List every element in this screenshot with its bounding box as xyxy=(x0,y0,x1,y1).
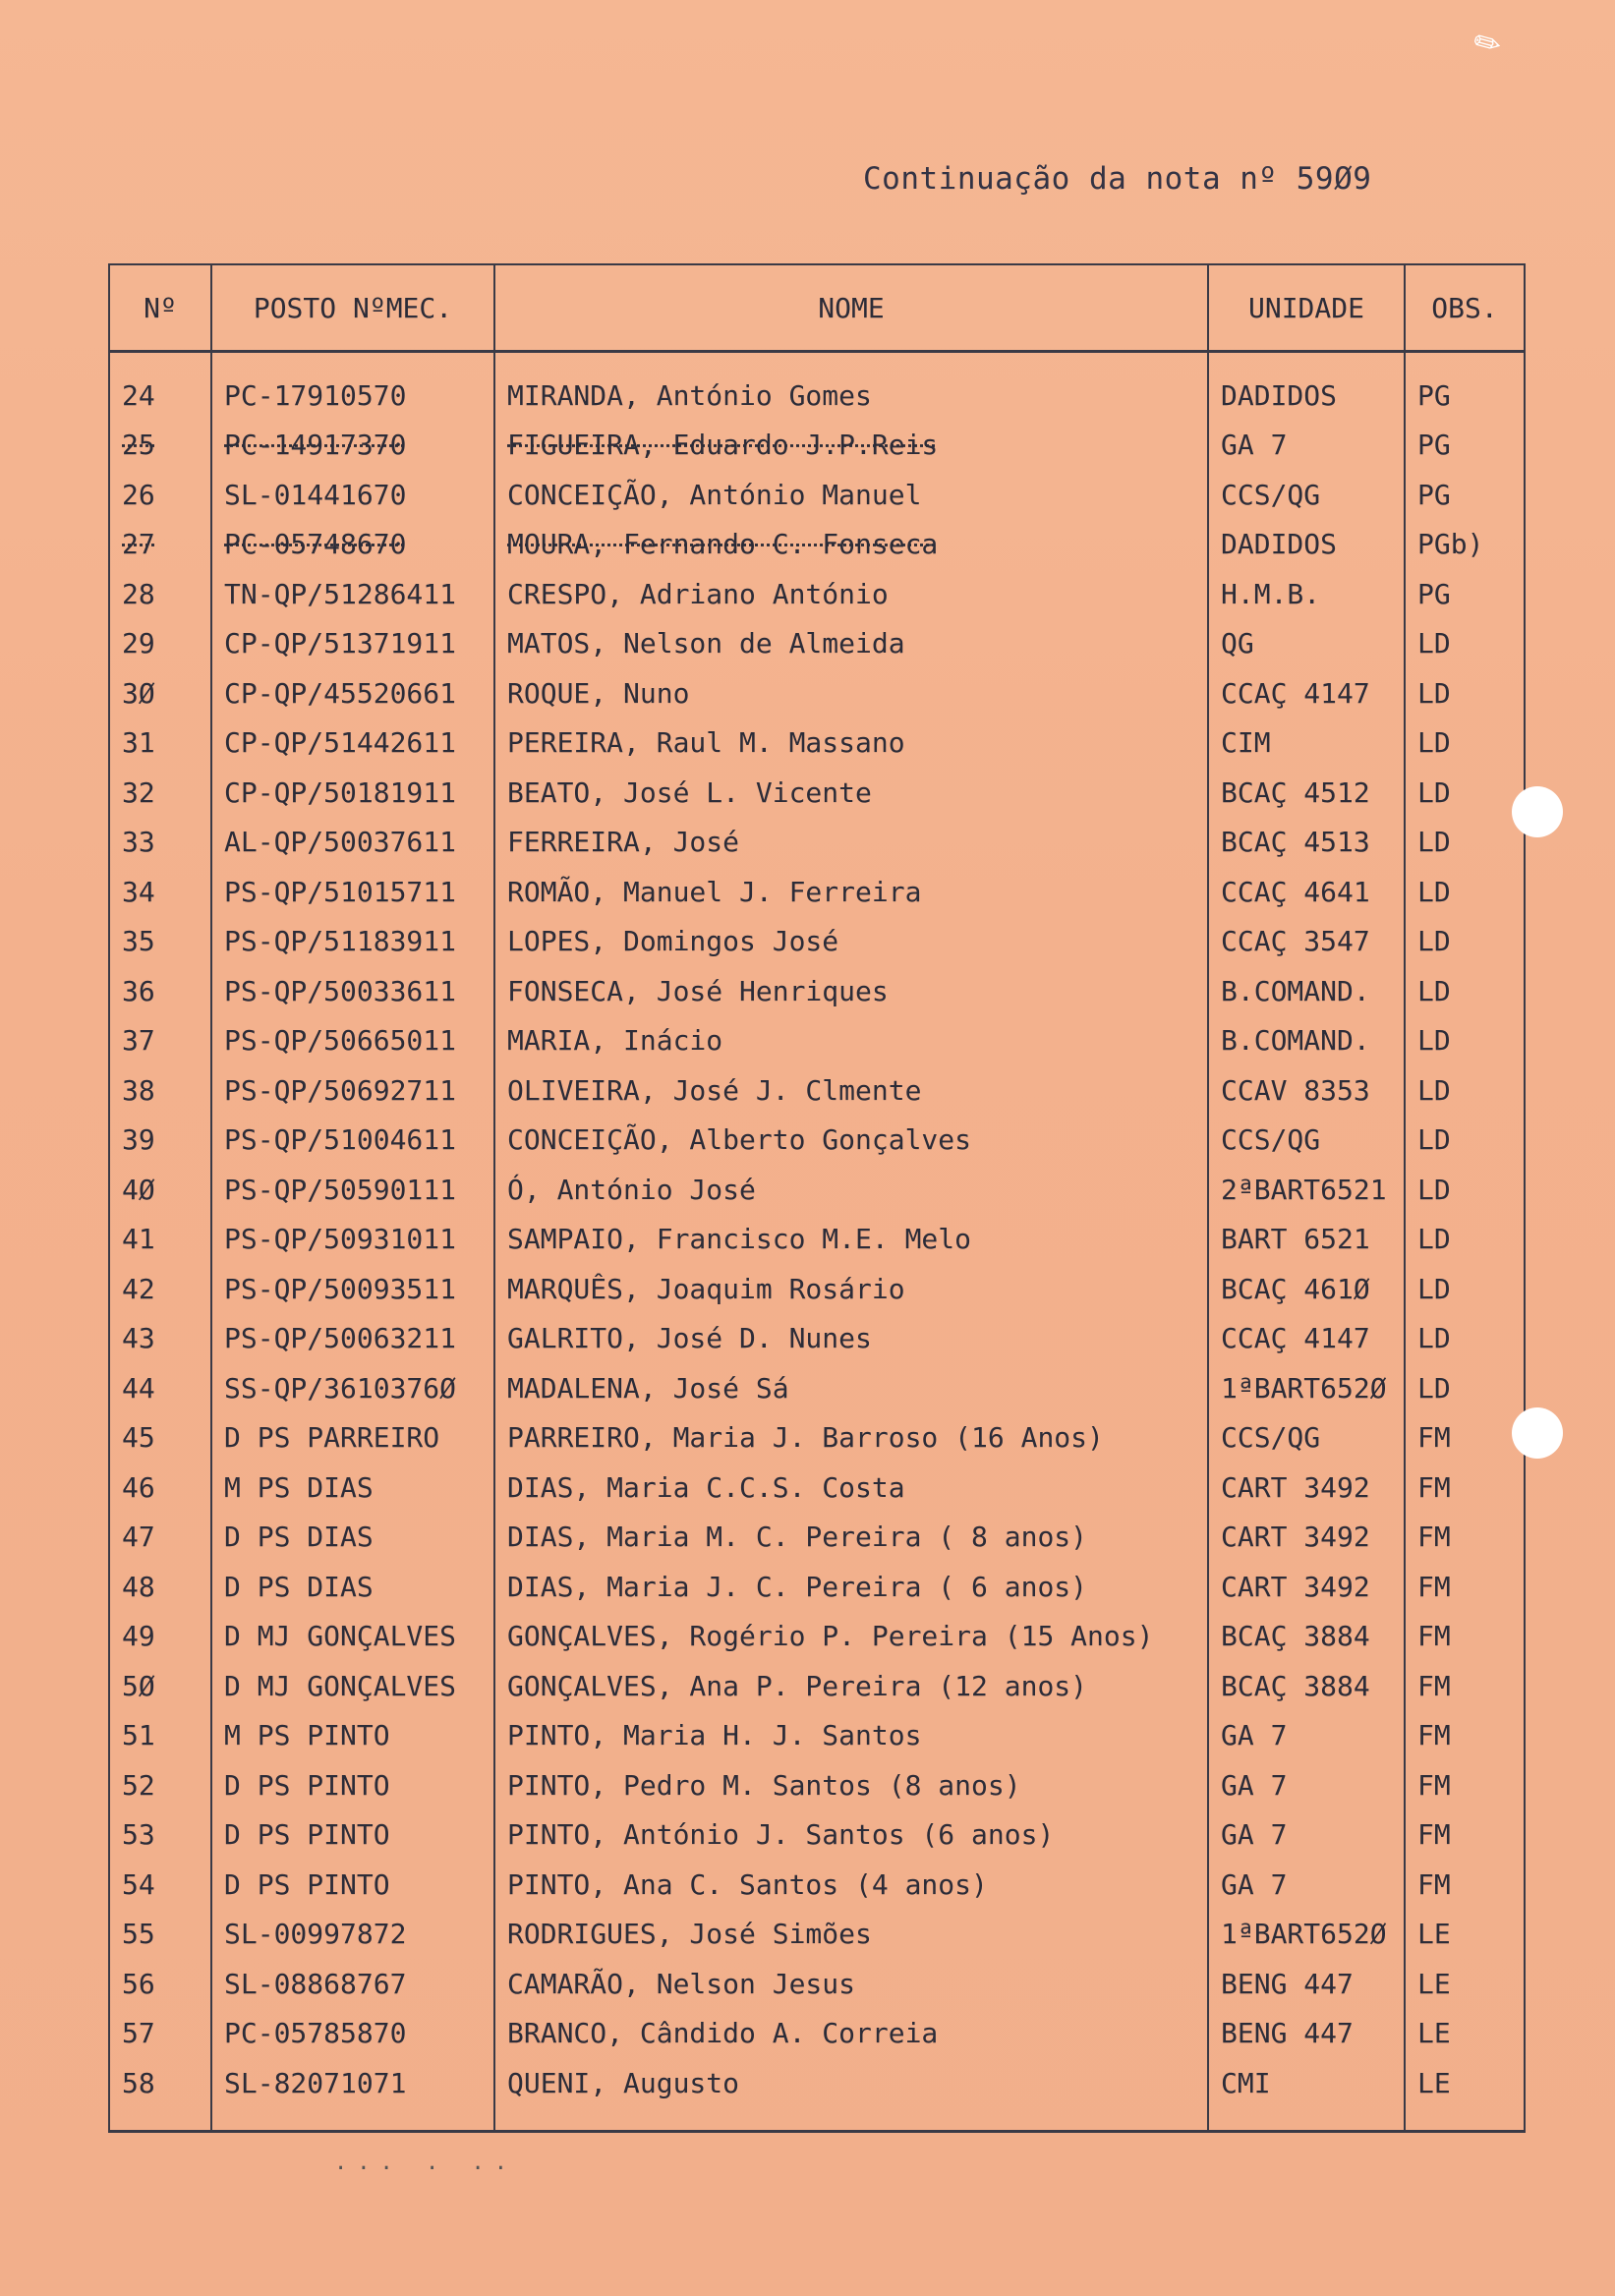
row-nome: MOURA, Fernando C. Fonseca xyxy=(494,520,1208,570)
corner-pen-mark: ✎ xyxy=(1465,17,1508,68)
row-number: 47 xyxy=(109,1513,211,1563)
row-nome: SAMPAIO, Francisco M.E. Melo xyxy=(494,1215,1208,1265)
row-posto: D PS DIAS xyxy=(211,1513,494,1563)
row-nome: MARQUÊS, Joaquim Rosário xyxy=(494,1264,1208,1314)
row-nome: OLIVEIRA, José J. Clmente xyxy=(494,1065,1208,1116)
row-posto: CP-QP/51442611 xyxy=(211,718,494,769)
table-body xyxy=(109,352,1525,2132)
row-nome: MIRANDA, António Gomes xyxy=(494,352,1208,421)
table-row xyxy=(109,1760,1525,1810)
row-obs: FM xyxy=(1405,1413,1525,1464)
row-obs: LD xyxy=(1405,966,1525,1016)
row-unidade: CCAÇ 4641 xyxy=(1208,867,1405,917)
row-posto: D PS PINTO xyxy=(211,1860,494,1910)
row-obs: LE xyxy=(1405,2009,1525,2059)
table-row xyxy=(109,1116,1525,1166)
row-number: 4Ø xyxy=(109,1165,211,1215)
table-row xyxy=(109,1413,1525,1464)
row-posto: PC-05785870 xyxy=(211,2009,494,2059)
punch-hole xyxy=(1512,786,1563,837)
table-row xyxy=(109,1910,1525,1960)
row-unidade: CCS/QG xyxy=(1208,1413,1405,1464)
row-obs: FM xyxy=(1405,1562,1525,1612)
row-unidade: 1ªBART652Ø xyxy=(1208,1363,1405,1413)
row-number: 44 xyxy=(109,1363,211,1413)
row-posto: PS-QP/50093511 xyxy=(211,1264,494,1314)
row-number: 52 xyxy=(109,1760,211,1810)
row-obs: LD xyxy=(1405,1116,1525,1166)
row-unidade: GA 7 xyxy=(1208,1760,1405,1810)
row-obs: LD xyxy=(1405,867,1525,917)
row-obs: FM xyxy=(1405,1711,1525,1761)
row-number: 37 xyxy=(109,1016,211,1066)
row-number: 33 xyxy=(109,818,211,868)
table-row xyxy=(109,1562,1525,1612)
table-row xyxy=(109,867,1525,917)
table-row xyxy=(109,421,1525,471)
row-unidade: CIM xyxy=(1208,718,1405,769)
row-number: 58 xyxy=(109,2058,211,2131)
row-unidade: CMI xyxy=(1208,2058,1405,2131)
table-row xyxy=(109,917,1525,967)
row-unidade: CCAÇ 4147 xyxy=(1208,668,1405,718)
row-nome: ROMÃO, Manuel J. Ferreira xyxy=(494,867,1208,917)
row-posto: D PS PARREIRO xyxy=(211,1413,494,1464)
row-number: 38 xyxy=(109,1065,211,1116)
table-row xyxy=(109,1463,1525,1513)
row-nome: FIGUEIRA, Eduardo J.P.Reis xyxy=(494,421,1208,471)
row-posto: D PS DIAS xyxy=(211,1562,494,1612)
row-obs: PG xyxy=(1405,470,1525,520)
column-header-num: Nº xyxy=(109,264,211,352)
table-row xyxy=(109,520,1525,570)
row-obs: LE xyxy=(1405,1959,1525,2009)
row-unidade: CCS/QG xyxy=(1208,1116,1405,1166)
row-posto: SL-08868767 xyxy=(211,1959,494,2009)
row-obs: LD xyxy=(1405,668,1525,718)
row-unidade: BCAÇ 3884 xyxy=(1208,1612,1405,1662)
row-nome: BEATO, José L. Vicente xyxy=(494,768,1208,818)
row-posto: PS-QP/50665011 xyxy=(211,1016,494,1066)
row-posto: PS-QP/50692711 xyxy=(211,1065,494,1116)
row-obs: LD xyxy=(1405,917,1525,967)
row-unidade: CART 3492 xyxy=(1208,1513,1405,1563)
row-unidade: DADIDOS xyxy=(1208,352,1405,421)
row-unidade: 2ªBART6521 xyxy=(1208,1165,1405,1215)
row-number: 53 xyxy=(109,1810,211,1861)
table-row xyxy=(109,2009,1525,2059)
row-unidade: GA 7 xyxy=(1208,1860,1405,1910)
table-header-row xyxy=(109,264,1525,352)
row-posto: D MJ GONÇALVES xyxy=(211,1612,494,1662)
row-posto: PS-QP/50033611 xyxy=(211,966,494,1016)
row-obs: PGb) xyxy=(1405,520,1525,570)
row-posto: PS-QP/50931011 xyxy=(211,1215,494,1265)
row-posto: CP-QP/50181911 xyxy=(211,768,494,818)
row-obs: FM xyxy=(1405,1661,1525,1711)
row-unidade: BCAÇ 4513 xyxy=(1208,818,1405,868)
row-posto: D PS PINTO xyxy=(211,1760,494,1810)
row-number: 36 xyxy=(109,966,211,1016)
row-number: 39 xyxy=(109,1116,211,1166)
row-unidade: BCAÇ 4512 xyxy=(1208,768,1405,818)
row-nome: GONÇALVES, Ana P. Pereira (12 anos) xyxy=(494,1661,1208,1711)
row-number: 25 xyxy=(109,421,211,471)
row-posto: D MJ GONÇALVES xyxy=(211,1661,494,1711)
row-posto: CP-QP/51371911 xyxy=(211,619,494,669)
row-number: 27 xyxy=(109,520,211,570)
table-row xyxy=(109,1363,1525,1413)
punch-hole xyxy=(1512,1407,1563,1459)
row-number: 48 xyxy=(109,1562,211,1612)
table-row xyxy=(109,1165,1525,1215)
row-posto: PS-QP/51183911 xyxy=(211,917,494,967)
column-header-nome: NOME xyxy=(494,264,1208,352)
row-posto: M PS PINTO xyxy=(211,1711,494,1761)
row-number: 54 xyxy=(109,1860,211,1910)
row-obs: LD xyxy=(1405,818,1525,868)
row-unidade: BENG 447 xyxy=(1208,2009,1405,2059)
row-obs: FM xyxy=(1405,1463,1525,1513)
row-unidade: H.M.B. xyxy=(1208,569,1405,619)
row-obs: FM xyxy=(1405,1860,1525,1910)
row-posto: TN-QP/51286411 xyxy=(211,569,494,619)
row-nome: PEREIRA, Raul M. Massano xyxy=(494,718,1208,769)
table-row xyxy=(109,768,1525,818)
column-header-unidade: UNIDADE xyxy=(1208,264,1405,352)
row-posto: PC-05748670 xyxy=(211,520,494,570)
row-unidade: DADIDOS xyxy=(1208,520,1405,570)
column-header-obs: OBS. xyxy=(1405,264,1525,352)
row-number: 49 xyxy=(109,1612,211,1662)
row-obs: FM xyxy=(1405,1612,1525,1662)
row-posto: AL-QP/50037611 xyxy=(211,818,494,868)
row-nome: LOPES, Domingos José xyxy=(494,917,1208,967)
row-nome: CAMARÃO, Nelson Jesus xyxy=(494,1959,1208,2009)
row-obs: LD xyxy=(1405,1165,1525,1215)
row-unidade: CCS/QG xyxy=(1208,470,1405,520)
table-row xyxy=(109,1612,1525,1662)
row-nome: MADALENA, José Sá xyxy=(494,1363,1208,1413)
row-number: 5Ø xyxy=(109,1661,211,1711)
table-row xyxy=(109,1860,1525,1910)
row-nome: FERREIRA, José xyxy=(494,818,1208,868)
row-posto: SL-00997872 xyxy=(211,1910,494,1960)
row-nome: PARREIRO, Maria J. Barroso (16 Anos) xyxy=(494,1413,1208,1464)
table-row xyxy=(109,1264,1525,1314)
table-row xyxy=(109,668,1525,718)
row-nome: MATOS, Nelson de Almeida xyxy=(494,619,1208,669)
row-unidade: B.COMAND. xyxy=(1208,1016,1405,1066)
row-nome: CONCEIÇÃO, António Manuel xyxy=(494,470,1208,520)
row-posto: PS-QP/50063211 xyxy=(211,1314,494,1364)
row-unidade: 1ªBART652Ø xyxy=(1208,1910,1405,1960)
row-posto: PS-QP/50590111 xyxy=(211,1165,494,1215)
row-unidade: GA 7 xyxy=(1208,421,1405,471)
row-number: 24 xyxy=(109,352,211,421)
row-nome: CRESPO, Adriano António xyxy=(494,569,1208,619)
table-row xyxy=(109,966,1525,1016)
row-number: 43 xyxy=(109,1314,211,1364)
table-row xyxy=(109,1314,1525,1364)
row-posto: M PS DIAS xyxy=(211,1463,494,1513)
row-obs: LD xyxy=(1405,718,1525,769)
row-unidade: BCAÇ 461Ø xyxy=(1208,1264,1405,1314)
row-nome: ROQUE, Nuno xyxy=(494,668,1208,718)
row-nome: CONCEIÇÃO, Alberto Gonçalves xyxy=(494,1116,1208,1166)
row-obs: FM xyxy=(1405,1810,1525,1861)
row-nome: PINTO, António J. Santos (6 anos) xyxy=(494,1810,1208,1861)
table-row xyxy=(109,1810,1525,1861)
table-row xyxy=(109,1959,1525,2009)
row-number: 31 xyxy=(109,718,211,769)
table-row xyxy=(109,1016,1525,1066)
table-row xyxy=(109,1513,1525,1563)
row-unidade: BCAÇ 3884 xyxy=(1208,1661,1405,1711)
row-posto: CP-QP/45520661 xyxy=(211,668,494,718)
row-posto: SS-QP/3610376Ø xyxy=(211,1363,494,1413)
row-obs: PG xyxy=(1405,421,1525,471)
table-row xyxy=(109,569,1525,619)
row-obs: FM xyxy=(1405,1513,1525,1563)
table-row xyxy=(109,2058,1525,2131)
table-row xyxy=(109,818,1525,868)
row-obs: LD xyxy=(1405,1363,1525,1413)
table-row xyxy=(109,718,1525,769)
row-unidade: BENG 447 xyxy=(1208,1959,1405,2009)
row-posto: PS-QP/51004611 xyxy=(211,1116,494,1166)
column-header-posto: POSTO NºMEC. xyxy=(211,264,494,352)
row-nome: DIAS, Maria C.C.S. Costa xyxy=(494,1463,1208,1513)
row-posto: SL-82071071 xyxy=(211,2058,494,2131)
row-nome: PINTO, Maria H. J. Santos xyxy=(494,1711,1208,1761)
row-nome: Ó, António José xyxy=(494,1165,1208,1215)
row-nome: FONSECA, José Henriques xyxy=(494,966,1208,1016)
row-number: 32 xyxy=(109,768,211,818)
row-number: 3Ø xyxy=(109,668,211,718)
row-number: 35 xyxy=(109,917,211,967)
table-row xyxy=(109,619,1525,669)
row-number: 57 xyxy=(109,2009,211,2059)
page-heading: Continuação da nota nº 59Ø9 xyxy=(863,161,1372,197)
row-number: 26 xyxy=(109,470,211,520)
row-nome: RODRIGUES, José Simões xyxy=(494,1910,1208,1960)
row-obs: LD xyxy=(1405,1264,1525,1314)
row-nome: DIAS, Maria J. C. Pereira ( 6 anos) xyxy=(494,1562,1208,1612)
footer-marks: ... . .. xyxy=(334,2151,517,2175)
row-obs: LD xyxy=(1405,768,1525,818)
row-number: 55 xyxy=(109,1910,211,1960)
row-obs: LD xyxy=(1405,1016,1525,1066)
row-unidade: B.COMAND. xyxy=(1208,966,1405,1016)
row-unidade: QG xyxy=(1208,619,1405,669)
row-number: 56 xyxy=(109,1959,211,2009)
row-number: 34 xyxy=(109,867,211,917)
table-row xyxy=(109,1711,1525,1761)
row-obs: LE xyxy=(1405,1910,1525,1960)
table-row xyxy=(109,1661,1525,1711)
row-unidade: GA 7 xyxy=(1208,1711,1405,1761)
row-number: 29 xyxy=(109,619,211,669)
row-number: 28 xyxy=(109,569,211,619)
row-nome: QUENI, Augusto xyxy=(494,2058,1208,2131)
row-posto: D PS PINTO xyxy=(211,1810,494,1861)
row-nome: MARIA, Inácio xyxy=(494,1016,1208,1066)
table-row xyxy=(109,1215,1525,1265)
row-number: 45 xyxy=(109,1413,211,1464)
table-row xyxy=(109,470,1525,520)
row-obs: FM xyxy=(1405,1760,1525,1810)
row-obs: LD xyxy=(1405,1314,1525,1364)
row-posto: PC-14917370 xyxy=(211,421,494,471)
row-nome: DIAS, Maria M. C. Pereira ( 8 anos) xyxy=(494,1513,1208,1563)
row-unidade: BART 6521 xyxy=(1208,1215,1405,1265)
row-nome: BRANCO, Cândido A. Correia xyxy=(494,2009,1208,2059)
row-unidade: CART 3492 xyxy=(1208,1463,1405,1513)
row-obs: LD xyxy=(1405,1215,1525,1265)
row-unidade: CCAÇ 4147 xyxy=(1208,1314,1405,1364)
row-obs: PG xyxy=(1405,569,1525,619)
table-row xyxy=(109,1065,1525,1116)
row-obs: PG xyxy=(1405,352,1525,421)
row-nome: GALRITO, José D. Nunes xyxy=(494,1314,1208,1364)
table-row xyxy=(109,352,1525,421)
row-unidade: GA 7 xyxy=(1208,1810,1405,1861)
row-unidade: CCAÇ 3547 xyxy=(1208,917,1405,967)
row-nome: GONÇALVES, Rogério P. Pereira (15 Anos) xyxy=(494,1612,1208,1662)
row-nome: PINTO, Pedro M. Santos (8 anos) xyxy=(494,1760,1208,1810)
personnel-table xyxy=(108,263,1526,2133)
row-number: 42 xyxy=(109,1264,211,1314)
row-unidade: CART 3492 xyxy=(1208,1562,1405,1612)
row-posto: PC-17910570 xyxy=(211,352,494,421)
row-obs: LD xyxy=(1405,1065,1525,1116)
row-posto: PS-QP/51015711 xyxy=(211,867,494,917)
row-obs: LE xyxy=(1405,2058,1525,2131)
row-number: 41 xyxy=(109,1215,211,1265)
row-posto: SL-01441670 xyxy=(211,470,494,520)
row-nome: PINTO, Ana C. Santos (4 anos) xyxy=(494,1860,1208,1910)
row-obs: LD xyxy=(1405,619,1525,669)
row-number: 46 xyxy=(109,1463,211,1513)
row-unidade: CCAV 8353 xyxy=(1208,1065,1405,1116)
row-number: 51 xyxy=(109,1711,211,1761)
